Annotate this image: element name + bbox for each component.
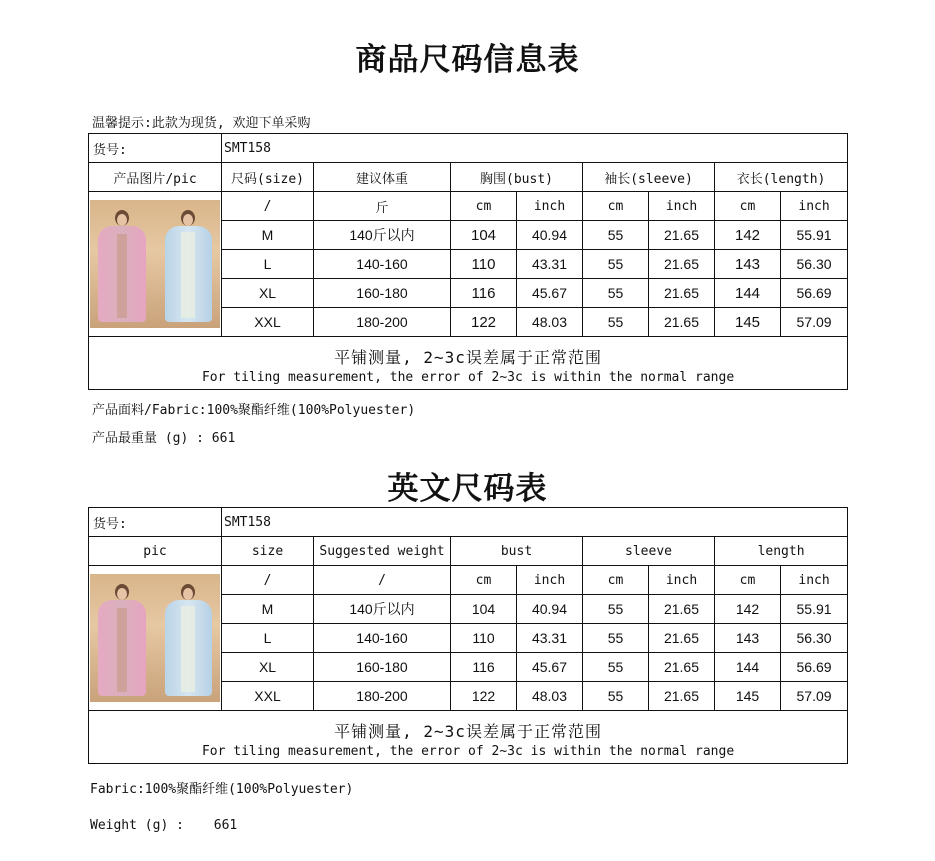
cell-weight: 140-160 xyxy=(314,624,451,653)
cell-sleeve-inch: 21.65 xyxy=(649,250,715,279)
unit-size: / xyxy=(222,192,314,221)
cell-bust-cm: 104 xyxy=(451,221,517,250)
unit-length-inch: inch xyxy=(781,566,848,595)
header-pic: pic xyxy=(89,537,222,566)
cell-bust-cm: 104 xyxy=(451,595,517,624)
size-table-en xyxy=(88,507,848,764)
weight-label: Weight (g) : xyxy=(90,818,184,833)
cell-size: L xyxy=(222,624,314,653)
cell-weight: 140斤以内 xyxy=(314,595,451,624)
cell-sleeve-cm: 55 xyxy=(583,595,649,624)
cell-length-inch: 56.69 xyxy=(781,653,848,682)
cell-size: M xyxy=(222,595,314,624)
cell-weight: 180-200 xyxy=(314,308,451,337)
cell-bust-cm: 122 xyxy=(451,682,517,711)
cell-bust-cm: 116 xyxy=(451,653,517,682)
cell-sleeve-inch: 21.65 xyxy=(649,682,715,711)
unit-sleeve-cm: cm xyxy=(583,566,649,595)
cell-sleeve-cm: 55 xyxy=(583,279,649,308)
cell-weight: 140斤以内 xyxy=(314,221,451,250)
cell-length-inch: 57.09 xyxy=(781,308,848,337)
cell-length-cm: 142 xyxy=(715,595,781,624)
measurement-note-cn: 平铺测量, 2~3c误差属于正常范围 xyxy=(334,722,602,741)
cell-length-inch: 55.91 xyxy=(781,221,848,250)
unit-size: / xyxy=(222,566,314,595)
header-bust: bust xyxy=(451,537,583,566)
model-pink-dress xyxy=(90,200,154,328)
measurement-note-cn: 平铺测量, 2~3c误差属于正常范围 xyxy=(334,348,602,367)
cell-size: XL xyxy=(222,653,314,682)
unit-row xyxy=(89,566,848,595)
header-weight: Suggested weight xyxy=(314,537,451,566)
header-weight: 建议体重 xyxy=(314,163,451,192)
cell-bust-cm: 110 xyxy=(451,624,517,653)
header-length: length xyxy=(715,537,848,566)
cell-sleeve-cm: 55 xyxy=(583,250,649,279)
cell-size: M xyxy=(222,221,314,250)
cell-length-inch: 55.91 xyxy=(781,595,848,624)
measurement-note xyxy=(89,711,848,764)
cell-length-inch: 56.69 xyxy=(781,279,848,308)
weight-note: 产品最重量 (g) : 661 xyxy=(92,431,236,446)
measurement-note xyxy=(89,337,848,390)
model-pink-dress xyxy=(90,574,154,702)
item-number-value: SMT158 xyxy=(222,134,848,163)
model-blue-dress xyxy=(157,574,221,702)
measurement-note-en: For tiling measurement, the error of 2~3c is within the normal range xyxy=(201,744,735,759)
cell-bust-inch: 45.67 xyxy=(517,653,583,682)
cell-bust-inch: 43.31 xyxy=(517,250,583,279)
cell-size: XL xyxy=(222,279,314,308)
header-sleeve: 袖长(sleeve) xyxy=(583,163,715,192)
unit-length-inch: inch xyxy=(781,192,848,221)
cell-bust-inch: 48.03 xyxy=(517,682,583,711)
cell-bust-inch: 45.67 xyxy=(517,279,583,308)
header-sleeve: sleeve xyxy=(583,537,715,566)
cell-bust-cm: 116 xyxy=(451,279,517,308)
cell-weight: 140-160 xyxy=(314,250,451,279)
cell-bust-cm: 122 xyxy=(451,308,517,337)
cell-sleeve-inch: 21.65 xyxy=(649,221,715,250)
section-title-en: 英文尺码表 xyxy=(387,471,548,507)
cell-length-cm: 145 xyxy=(715,308,781,337)
cell-sleeve-inch: 21.65 xyxy=(649,595,715,624)
header-bust: 胸围(bust) xyxy=(451,163,583,192)
cell-weight: 160-180 xyxy=(314,279,451,308)
header-row xyxy=(89,537,848,566)
cell-size: XXL xyxy=(222,308,314,337)
product-photo xyxy=(89,566,222,711)
cell-length-cm: 143 xyxy=(715,624,781,653)
fabric-note-en: Fabric:100%聚酯纤维(100%Polyuester) xyxy=(90,782,354,797)
page-title: 商品尺码信息表 xyxy=(355,42,580,78)
weight-value: 661 xyxy=(213,818,238,833)
cell-bust-cm: 110 xyxy=(451,250,517,279)
unit-sleeve-cm: cm xyxy=(583,192,649,221)
cell-sleeve-cm: 55 xyxy=(583,682,649,711)
cell-size: XXL xyxy=(222,682,314,711)
header-row xyxy=(89,163,848,192)
cell-weight: 160-180 xyxy=(314,653,451,682)
cell-length-cm: 144 xyxy=(715,653,781,682)
unit-bust-cm: cm xyxy=(451,566,517,595)
tip-note: 温馨提示:此款为现货, 欢迎下单采购 xyxy=(92,116,311,131)
model-blue-dress xyxy=(157,200,221,328)
item-number-value: SMT158 xyxy=(222,508,848,537)
unit-row xyxy=(89,192,848,221)
cell-bust-inch: 40.94 xyxy=(517,221,583,250)
fabric-note: 产品面料/Fabric:100%聚酯纤维(100%Polyuester) xyxy=(92,403,416,418)
cell-length-cm: 145 xyxy=(715,682,781,711)
cell-length-inch: 57.09 xyxy=(781,682,848,711)
cell-length-cm: 143 xyxy=(715,250,781,279)
size-table-cn xyxy=(88,133,848,390)
cell-sleeve-cm: 55 xyxy=(583,308,649,337)
cell-size: L xyxy=(222,250,314,279)
cell-sleeve-cm: 55 xyxy=(583,653,649,682)
header-pic: 产品图片/pic xyxy=(89,163,222,192)
unit-sleeve-inch: inch xyxy=(649,192,715,221)
header-size: size xyxy=(222,537,314,566)
item-number-label: 货号: xyxy=(89,508,222,537)
measurement-note-en: For tiling measurement, the error of 2~3c is within the normal range xyxy=(201,370,735,385)
unit-bust-cm: cm xyxy=(451,192,517,221)
item-number-label: 货号: xyxy=(89,134,222,163)
cell-bust-inch: 48.03 xyxy=(517,308,583,337)
header-size: 尺码(size) xyxy=(222,163,314,192)
cell-sleeve-inch: 21.65 xyxy=(649,308,715,337)
cell-bust-inch: 40.94 xyxy=(517,595,583,624)
cell-length-cm: 142 xyxy=(715,221,781,250)
cell-sleeve-cm: 55 xyxy=(583,624,649,653)
cell-length-cm: 144 xyxy=(715,279,781,308)
cell-bust-inch: 43.31 xyxy=(517,624,583,653)
cell-sleeve-inch: 21.65 xyxy=(649,279,715,308)
cell-length-inch: 56.30 xyxy=(781,624,848,653)
cell-sleeve-inch: 21.65 xyxy=(649,624,715,653)
cell-sleeve-inch: 21.65 xyxy=(649,653,715,682)
unit-weight: / xyxy=(314,566,451,595)
cell-sleeve-cm: 55 xyxy=(583,221,649,250)
header-length: 衣长(length) xyxy=(715,163,848,192)
unit-bust-inch: inch xyxy=(517,192,583,221)
product-photo xyxy=(89,192,222,337)
weight-note-en xyxy=(90,818,237,833)
unit-length-cm: cm xyxy=(715,566,781,595)
unit-weight: 斤 xyxy=(314,192,451,221)
cell-length-inch: 56.30 xyxy=(781,250,848,279)
cell-weight: 180-200 xyxy=(314,682,451,711)
unit-sleeve-inch: inch xyxy=(649,566,715,595)
unit-bust-inch: inch xyxy=(517,566,583,595)
unit-length-cm: cm xyxy=(715,192,781,221)
